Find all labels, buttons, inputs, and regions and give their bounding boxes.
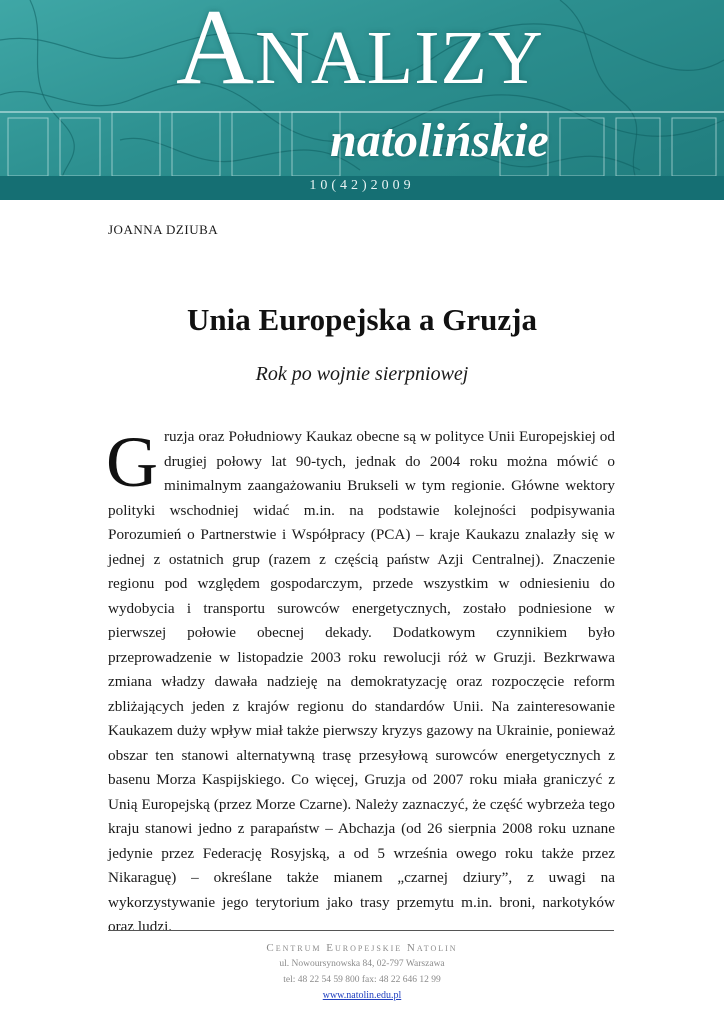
publication-subtitle: natolińskie [330, 114, 549, 167]
article-text: ruzja oraz Południowy Kaukaz obecne są w polityce Unii Europejskiej od drugiej połowy lat 90-tych, jednak do 2004 roku można mówić o minimalnym zaangażowaniu Brukseli w tym regionie. Główne wektory polityki wschodniej widać m.in. na podstawie kolejności podpisywania Porozumień o Partnerstwie i Współpracy (PCA) – kraje Kaukazu znalazły się w jednej z ostatnich grup (razem z częścią państw Azji Centralnej). Znaczenie regionu pod względem gospodarczym, przede wszystkim w odniesieniu do wydobycia i transportu surowców energetycznych, zostało podniesione w pierwszej połowie obecnej dekady. Dodatkowym czynnikiem było przeprowadzenie w listopadzie 2003 roku rewolucji róż w Gruzji. Bezkrwawa zmiana władzy dawała nadzieję na demokratyzację oraz rozpoczęcie reform zbliżających jeden z krajów regionu do standardów Unii. Na zainteresowanie Kaukazem duży wpływ miał także pierwszy kryzys gazowy na Ukrainie, ponieważ obszar ten stanowi alternatywną trasę przesyłową surowców energetycznych z basenu Morza Kaspijskiego. Co więcej, Gruzja od 2007 roku miała graniczyć z Unią Europejską (przez Morze Czarne). Należy zaznaczyć, że część wybrzeża tego kraju stanowi jedno z parapaństw – Abchazja (od 26 sierpnia 2008 roku uznane jedynie przez Federację Rosyjską, a od 5 września owego roku także przez Nikaraguę) – określane także mianem „czarnej dziury”, z uwagi na wykorzystywanie jego terytorium jako trasy przemytu m.in. broni, narkotyków oraz ludzi. [108, 428, 615, 935]
footer-organization: Centrum Europejskie Natolin [266, 942, 458, 954]
issue-number: 10(42)2009 [309, 178, 415, 193]
header-banner [0, 0, 724, 200]
footer-website-link[interactable]: www.natolin.edu.pl [322, 990, 402, 1001]
footer-contact: tel: 48 22 54 59 800 fax: 48 22 646 12 99 [283, 975, 441, 985]
drop-cap: G [106, 422, 158, 502]
document-title: Unia Europejska a Gruzja [187, 302, 537, 337]
footer-address: ul. Nowoursynowska 84, 02-797 Warszawa [279, 959, 445, 969]
footer-divider [108, 930, 614, 931]
author-name: JOANNA DZIUBA [108, 222, 219, 237]
document-subtitle: Rok po wojnie sierpniowej [255, 363, 469, 385]
article-paragraph [106, 422, 615, 940]
publication-title: Analizy [176, 0, 544, 107]
